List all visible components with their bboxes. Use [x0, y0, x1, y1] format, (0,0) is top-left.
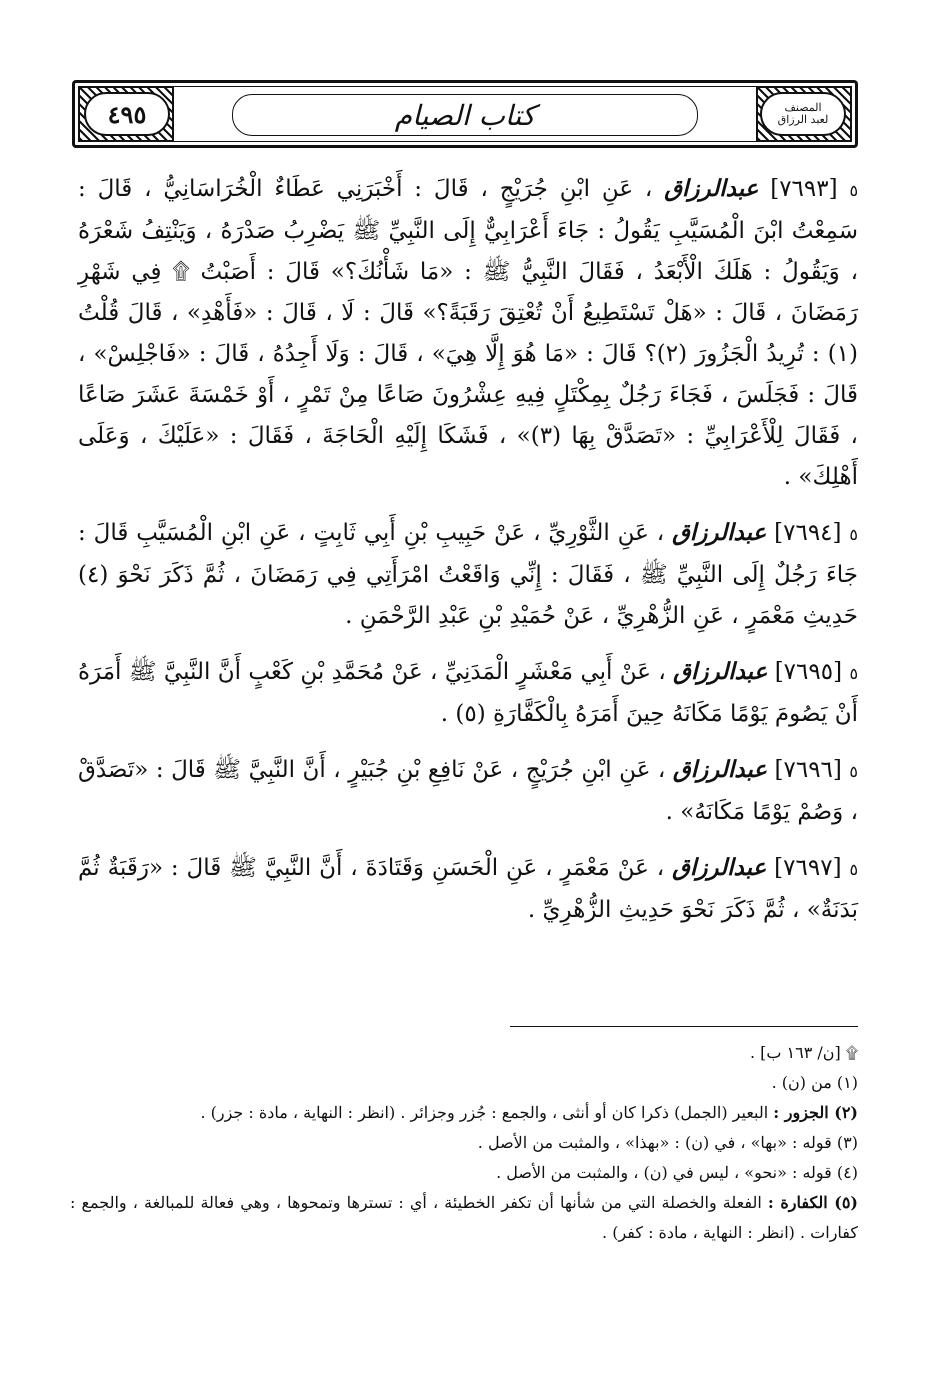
footnote-text: (٤) قوله : «نحو» ، ليس في (ن) ، والمثبت من الأصل . — [496, 1163, 858, 1182]
footnote-text: ۩ [ن/ ١٦٣ ب] . — [749, 1043, 858, 1062]
footnote-text: البعير (الجمل) ذكرا كان أو أنثى ، والجمع : جُزر وجزائر . (انظر : النهاية ، مادة : جزر) . — [200, 1103, 769, 1122]
hadith-author: عبدالرزاق — [664, 175, 759, 202]
footnote-text: (٣) قوله : «بها» ، في (ن) : «بهذا» ، والمثبت من الأصل . — [477, 1133, 858, 1152]
series-title-line2: لعبد الرزاق — [777, 113, 829, 126]
footnote-text: الفعلة والخصلة التي من شأنها أن تكفر الخطيئة ، أي : تسترها وتمحوها ، وهي فعالة للمبالغة ، والجمع : كفارات . (انظر : النهاية ، مادة : كفر) . — [70, 1193, 858, 1242]
hadith-entry — [78, 651, 858, 735]
page-number-cartouche — [84, 92, 170, 136]
hadith-number: [٧٦٩٦] — [774, 757, 842, 783]
hadith-entry — [78, 749, 858, 833]
page-header — [72, 80, 858, 148]
hadith-author: عبدالرزاق — [672, 756, 768, 783]
series-title-cartouche — [760, 92, 846, 136]
book-title: كتاب الصيام — [232, 94, 698, 136]
hadith-text: ، عَنْ مَعْمَرٍ ، عَنِ الْحَسَنِ وَقَتَادَةَ ، أَنَّ النَّبِيَّ ﷺ قَالَ : «رَقَبَةٌ ثُمَّ بَدَنَةٌ» ، ثُمَّ ذَكَرَ نَحْوَ حَدِيثِ الزُّهْرِيِّ . — [78, 855, 858, 923]
page-number: ٤٩٥ — [107, 99, 147, 129]
footnote — [70, 1098, 858, 1128]
footnote — [70, 1068, 858, 1098]
hadith-author: عبدالرزاق — [672, 519, 767, 546]
footnote — [70, 1038, 858, 1068]
footnote — [70, 1128, 858, 1158]
hadith-text: ، عَنِ الثَّوْرِيِّ ، عَنْ حَبِيبِ بْنِ أَبِي ثَابِتٍ ، عَنِ ابْنِ الْمُسَيَّبِ قَالَ : جَاءَ رَجُلٌ إِلَى النَّبِيِّ ﷺ ، فَقَالَ : إِنِّي وَاقَعْتُ امْرَأَتِي فِي رَمَضَانَ ، ثُمَّ ذَكَرَ نَحْوَ (٤) حَدِيثِ مَعْمَرٍ ، عَنِ الزُّهْرِيِّ ، عَنْ حُمَيْدِ بْنِ عَبْدِ الرَّحْمَنِ . — [78, 520, 858, 629]
series-title — [778, 102, 829, 126]
hadith-number: [٧٦٩٥] — [774, 659, 843, 685]
hadith-marker: ٥ — [849, 525, 858, 544]
hadith-author: عبدالرزاق — [673, 658, 768, 685]
footnote — [70, 1158, 858, 1188]
footnote-label: (٢) الجزور : — [773, 1103, 858, 1122]
hadith-text: ، عَنْ أَبِي مَعْشَرٍ الْمَدَنِيِّ ، عَنْ مُحَمَّدِ بْنِ كَعْبٍ أَنَّ النَّبِيَّ ﷺ أَمَرَهُ أَنْ يَصُومَ يَوْمًا مَكَانَهُ حِينَ أَمَرَهُ بِالْكَفَّارَةِ (٥) . — [78, 659, 858, 727]
hadith-text: ، عَنِ ابْنِ جُرَيْجٍ ، عَنْ نَافِعِ بْنِ جُبَيْرٍ ، أَنَّ النَّبِيَّ ﷺ قَالَ : «تَصَدَّقْ ، وَصُمْ يَوْمًا مَكَانَهُ» . — [78, 757, 858, 825]
hadith-marker: ٥ — [849, 181, 859, 200]
hadith-entry — [78, 168, 858, 498]
hadith-marker: ٥ — [849, 762, 858, 781]
hadith-marker: ٥ — [849, 664, 859, 683]
hadith-number: [٧٦٩٤] — [774, 520, 842, 546]
hadith-author: عبدالرزاق — [672, 854, 767, 881]
footnote-label: (٥) الكفارة : — [767, 1193, 858, 1212]
footnotes — [70, 1038, 858, 1248]
hadith-marker: ٥ — [849, 860, 859, 879]
hadith-entry — [78, 512, 858, 637]
hadith-entry — [78, 847, 858, 931]
series-title-line1: المصنف — [784, 101, 822, 114]
hadith-text: ، عَنِ ابْنِ جُرَيْجٍ ، قَالَ : أَخْبَرَنِي عَطَاءٌ الْخُرَاسَانِيُّ ، قَالَ : سَمِعْتُ ابْنَ الْمُسَيَّبِ يَقُولُ : جَاءَ أَعْرَابِيٌّ إِلَى النَّبِيِّ ﷺ يَضْرِبُ صَدْرَهُ ، وَيَنْتِفُ شَعْرَهُ ، وَيَقُولُ : هَلَكَ الْأَبْعَدُ ، فَقَالَ النَّبِيُّ ﷺ : «مَا شَأْنُكَ؟» قَالَ : أَصَبْتُ ۩ فِي شَهْرِ رَمَضَانَ ، قَالَ : «هَلْ تَسْتَطِيعُ أَنْ تُعْتِقَ رَقَبَةً؟» قَالَ : لَا ، قَالَ : «فَأَهْدِ» ، قَالَ قُلْتُ (١) : تُرِيدُ الْجَزُورَ (٢)؟ قَالَ : «مَا هُوَ إِلَّا هِيَ» ، قَالَ : وَلَا أَجِدُهُ ، قَالَ : «فَاجْلِسْ» ، قَالَ : فَجَلَسَ ، فَجَاءَ رَجُلٌ بِمِكْتَلٍ فِيهِ عِشْرُونَ صَاعًا مِنْ تَمْرٍ ، أَوْ خَمْسَةَ عَشَرَ صَاعًا ، فَقَالَ لِلْأَعْرَابِيِّ : «تَصَدَّقْ بِهَا (٣)» ، فَشَكَا إِلَيْهِ الْحَاجَةَ ، فَقَالَ : «عَلَيْكَ ، وَعَلَى أَهْلِكَ» . — [78, 176, 859, 490]
footnote-text: (١) من (ن) . — [771, 1073, 858, 1092]
hadith-number: [٧٦٩٧] — [774, 855, 842, 881]
footnote — [70, 1188, 858, 1248]
main-text — [78, 168, 858, 945]
hadith-number: [٧٦٩٣] — [770, 176, 838, 202]
footnote-divider — [510, 1026, 858, 1027]
